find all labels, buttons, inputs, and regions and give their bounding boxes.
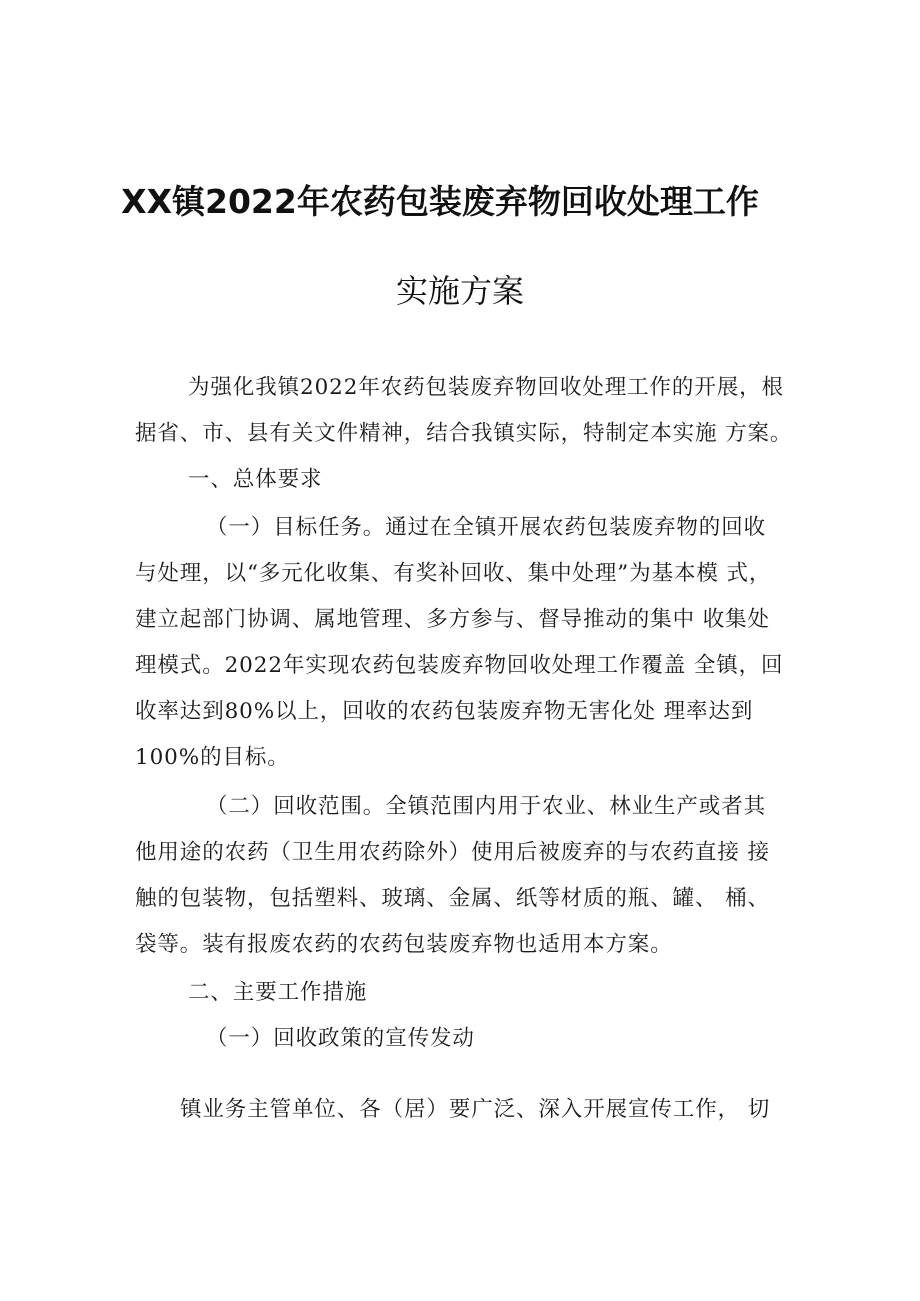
target-line-1: （一）目标任务。通过在全镇开展农药包装废弃物的回收	[206, 515, 767, 540]
target-line-3: 建立起部门协调、属地管理、多方参与、督导推动的集中 收集处	[135, 607, 770, 632]
scope-line-4: 袋等。装有报废农药的农药包装废弃物也适用本方案。	[135, 932, 673, 957]
section-1-heading: 一、总体要求	[188, 467, 323, 492]
scope-line-3: 触的包装物，包括塑料、玻璃、金属、纸等材质的瓶、罐、 桶、	[135, 886, 770, 911]
document-title-line-2: 实施方案	[395, 272, 524, 310]
target-line-6: 100%的目标。	[135, 745, 290, 770]
target-line-5: 收率达到80%以上，回收的农药包装废弃物无害化处 理率达到	[135, 699, 754, 724]
target-line-4: 理模式。2022年实现农药包装废弃物回收处理工作覆盖 全镇，回	[135, 653, 784, 678]
intro-line-2: 据省、市、县有关文件精神，结合我镇实际，特制定本实施 方案。	[135, 421, 793, 446]
scope-line-2: 他用途的农药（卫生用农药除外）使用后被废弃的与农药直接 接	[135, 840, 770, 865]
section-2-heading: 二、主要工作措施	[188, 980, 368, 1005]
scope-line-1: （二）回收范围。全镇范围内用于农业、林业生产或者其	[206, 794, 767, 819]
intro-line-1: 为强化我镇2022年农药包装废弃物回收处理工作的开展，根	[188, 375, 784, 400]
target-line-2: 与处理，以“多元化收集、有奖补回收、集中处理”为基本模 式，	[135, 561, 772, 586]
document-title-line-1: XX镇2022年农药包装废弃物回收处理工作	[121, 182, 759, 221]
measure-1-heading: （一）回收政策的宣传发动	[206, 1026, 475, 1051]
measure-1-text: 镇业务主管单位、各（居）要广泛、深入开展宣传工作， 切	[180, 1097, 771, 1122]
